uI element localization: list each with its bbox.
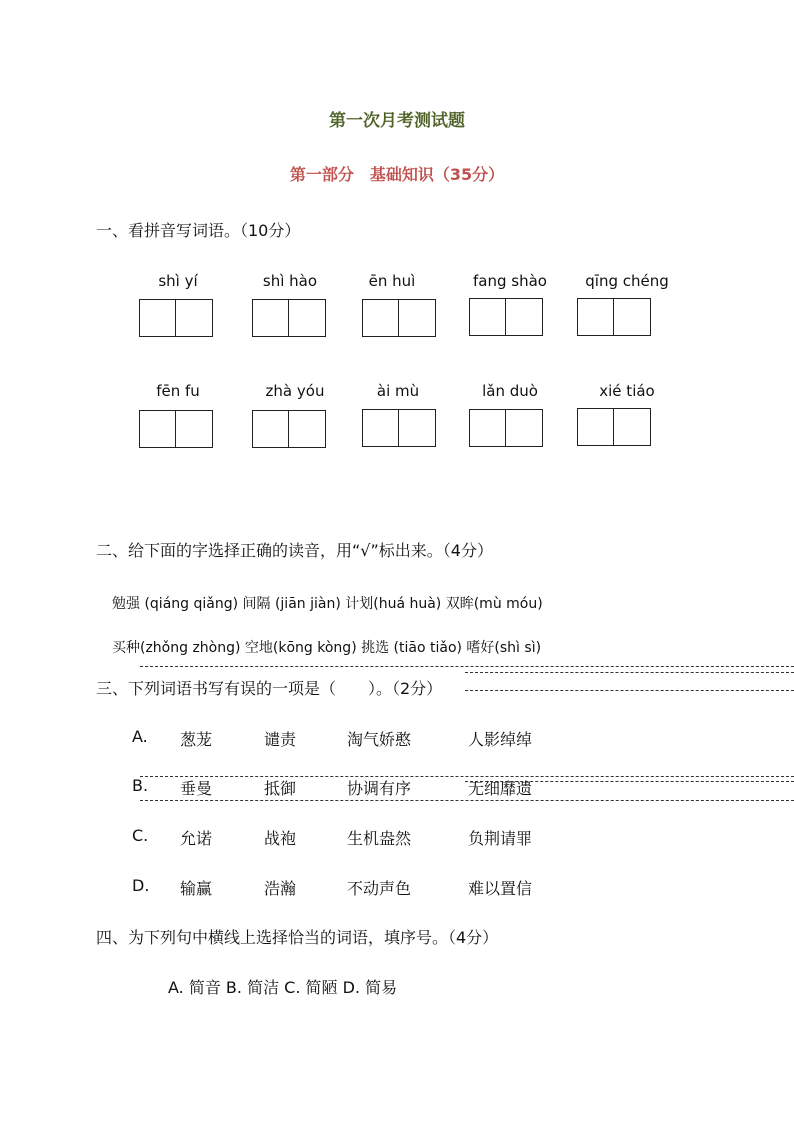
question-1-title: 一、看拼音写词语。（10分） (96, 221, 301, 240)
option-word: 战袍 (264, 829, 297, 848)
reading-line: 勉强 (qiáng qiǎng) 间隔 (jiān jiàn) 计划(huá huà) 双眸(mù móu) (112, 596, 543, 612)
dashed-divider (465, 690, 794, 691)
option-word: 抵御 (264, 779, 297, 798)
answer-box[interactable] (469, 298, 543, 336)
dashed-divider (140, 776, 794, 777)
option-letter: C. (132, 826, 149, 845)
option-word: 垂曼 (180, 779, 213, 798)
question-3-title: 三、下列词语书写有误的一项是（ ）。（2分） (96, 679, 443, 698)
answer-box[interactable] (577, 298, 651, 336)
pinyin-label: ài mù (376, 382, 420, 400)
pinyin-label: shì hào (262, 272, 318, 290)
dashed-divider (140, 800, 794, 801)
option-word: 协调有序 (347, 779, 412, 798)
pinyin-label: ēn huì (368, 272, 416, 290)
answer-box[interactable] (362, 299, 436, 337)
dashed-divider (140, 666, 794, 667)
option-letter: B. (132, 776, 149, 795)
option-word: 浩瀚 (264, 879, 297, 898)
option-letter: D. (132, 876, 150, 895)
question-2-title: 二、给下面的字选择正确的读音，用“√”标出来。（4分） (96, 541, 493, 560)
reading-line: 买种(zhǒng zhòng) 空地(kōng kòng) 挑选 (tiāo tiǎo) 嗜好(shì sì) (112, 640, 542, 656)
question-4-title: 四、为下列句中横线上选择恰当的词语，填序号。（4分） (96, 928, 499, 947)
option-word: 人影绰绰 (468, 730, 533, 749)
option-word: 负荆请罪 (468, 829, 533, 848)
pinyin-label: zhà yóu (265, 382, 325, 400)
pinyin-label: fēn fu (156, 382, 200, 400)
option-word: 不动声色 (347, 879, 412, 898)
answer-box[interactable] (252, 299, 326, 337)
option-word: 淘气娇憨 (347, 730, 412, 749)
option-word: 无细靡遗 (468, 779, 533, 798)
pinyin-label: shì yí (158, 272, 198, 290)
dashed-divider (465, 672, 794, 673)
answer-box[interactable] (362, 409, 436, 447)
pinyin-label: qīng chéng (585, 272, 669, 290)
answer-box[interactable] (577, 408, 651, 446)
answer-box[interactable] (469, 409, 543, 447)
option-word: 输赢 (180, 879, 213, 898)
pinyin-label: xié tiáo (599, 382, 655, 400)
pinyin-label: lǎn duò (482, 382, 538, 400)
pinyin-label: fang shào (473, 272, 547, 290)
option-word: 葱茏 (180, 730, 213, 749)
option-word: 谴责 (264, 730, 297, 749)
option-word: 难以置信 (468, 879, 533, 898)
answer-box[interactable] (139, 410, 213, 448)
option-word: 允诺 (180, 829, 213, 848)
page-title: 第一次月考测试题 (329, 111, 465, 131)
choice-list: A. 简音 B. 简洁 C. 简陋 D. 简易 (168, 978, 398, 997)
answer-box[interactable] (139, 299, 213, 337)
option-letter: A. (132, 727, 148, 746)
answer-box[interactable] (252, 410, 326, 448)
option-word: 生机盎然 (347, 829, 412, 848)
section-title: 第一部分 基础知识（35分） (289, 165, 505, 184)
